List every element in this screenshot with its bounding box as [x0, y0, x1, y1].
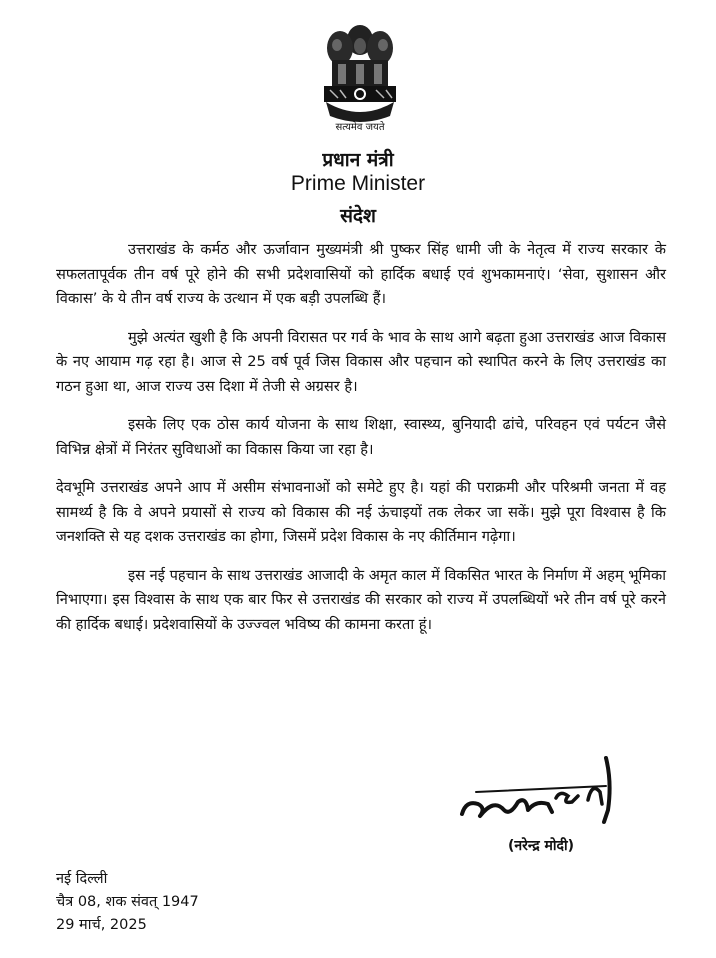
paragraph: इस नई पहचान के साथ उत्तराखंड आजादी के अमृत काल में विकसित भारत के निर्माण में अहम् भूमिका निभाएगा। इस विश्वास के साथ एक बार फिर से उत्तराखंड की सरकार को राज्य में उपलब्धियों भरे तीन वर्ष पूरे करने की हार्दिक बधाई। प्रदेशवासियों के उज्ज्वल भविष्य की कामना करता हूं।: [56, 566, 666, 633]
signatory-name: (नरेन्द्र मोदी): [508, 838, 574, 854]
handwritten-signature: [456, 752, 628, 832]
place: नई दिल्ली: [56, 871, 108, 887]
letter-footer: [56, 868, 199, 937]
paragraph: मुझे अत्यंत खुशी है कि अपनी विरासत पर गर्व के भाव के साथ आगे बढ़ता हुआ उत्तराखंड आज विकास के नए आयाम गढ़ रहा है। आज से 25 वर्ष पूर्व जिस विकास और पहचान को स्थापित करने के लिए उत्तराखंड का गठन हुआ था, आज राज्य उस दिशा में तेजी से अग्रसर है।: [56, 328, 666, 395]
office-title-hindi: प्रधान मंत्री: [322, 149, 394, 171]
paragraph: इसके लिए एक ठोस कार्य योजना के साथ शिक्षा, स्वास्थ्य, बुनियादी ढांचे, परिवहन एवं पर्यटन जैसे विभिन्न क्षेत्रों में निरंतर सुविधाओं का विकास किया जा रहा है।: [56, 416, 666, 458]
paragraph: उत्तराखंड के कर्मठ और ऊर्जावान मुख्यमंत्री श्री पुष्कर सिंह धामी जी के नेतृत्व में राज्य सरकार के सफलतापूर्वक तीन वर्ष पूरे होने की सभी प्रदेशवासियों को हार्दिक बधाई एवं शुभकामनाएं। ‘सेवा, सुशासन और विकास’ के ये तीन वर्ष राज्य के उत्थान में एक बड़ी उपलब्धि हैं।: [56, 241, 666, 307]
message-heading: संदेश: [340, 205, 376, 227]
emblem-motto: सत्यमेव जयते: [335, 122, 385, 133]
paragraph: देवभूमि उत्तराखंड अपने आप में असीम संभावनाओं को समेटे हुए है। यहां की पराक्रमी और परिश्रमी जनता में वह सामर्थ्य है कि वे अपने प्रयासों से राज्य को विकास की नई ऊंचाइयों तक लेकर जा सकें। मुझे पूरा विश्वास है कि जनशक्ति से यह दशक उत्तराखंड का होगा, जिसमें प्रदेश विकास के नए कीर्तिमान गढ़ेगा।: [56, 479, 666, 545]
message-body: [56, 238, 666, 651]
date-gregorian: 29 मार्च, 2025: [56, 917, 147, 933]
office-title-english: Prime Minister: [290, 172, 426, 195]
date-saka: चैत्र 08, शक संवत् 1947: [56, 894, 199, 910]
